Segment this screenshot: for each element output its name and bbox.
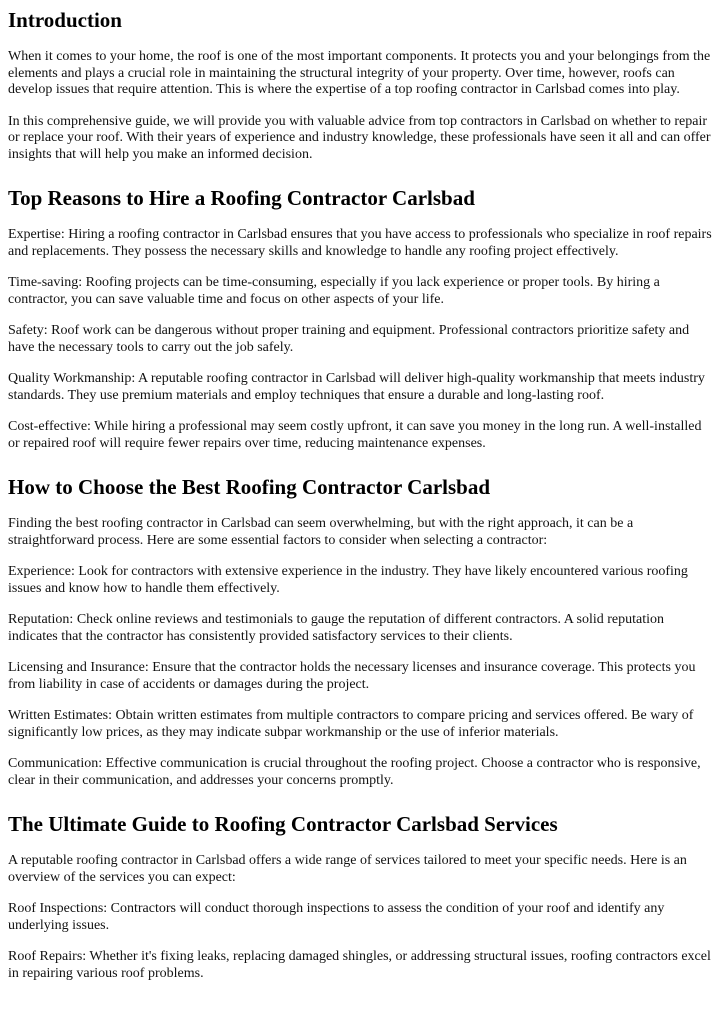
services-paragraph: A reputable roofing contractor in Carlsbad offers a wide range of services tailored to meet your specific needs. Here is an overview of the services you can expect: [8,853,687,885]
choose-paragraph: Reputation: Check online reviews and testimonials to gauge the reputation of different contractors. A solid reputation indicates that the contractor has consistently provided satisfactory services to their clients. [8,612,665,644]
section-heading-how-to-choose: How to Choose the Best Roofing Contractor Carlsbad [8,475,491,499]
choose-paragraph: Finding the best roofing contractor in Carlsbad can seem overwhelming, but with the right approach, it can be a straightforward process. Here are some essential factors to consider when selecting a contractor: [8,516,634,548]
section-heading-top-reasons: Top Reasons to Hire a Roofing Contractor Carlsbad [8,186,475,210]
intro-paragraph: When it comes to your home, the roof is one of the most important components. It protects you and your belongings from the elements and plays a crucial role in maintaining the structural integrity of your property. Over time, however, roofs can develop issues that require attention. This is where the expertise of a top roofing contractor in Carlsbad comes into play. [8,49,711,97]
section-heading-introduction: Introduction [8,8,122,32]
choose-paragraph: Communication: Effective communication is crucial throughout the roofing project. Choose a contractor who is responsive, clear in their communication, and addresses your concerns promptly. [8,756,701,788]
services-paragraph: Roof Repairs: Whether it's fixing leaks, replacing damaged shingles, or addressing structural issues, roofing contractors excel in repairing various roof problems. [8,949,711,981]
choose-paragraph: Licensing and Insurance: Ensure that the contractor holds the necessary licenses and insurance coverage. This protects you from liability in case of accidents or damages during the project. [8,660,696,692]
reason-paragraph: Time-saving: Roofing projects can be time-consuming, especially if you lack experience or proper tools. By hiring a contractor, you can save valuable time and focus on other aspects of your life. [8,275,660,307]
reason-paragraph: Cost-effective: While hiring a professional may seem costly upfront, it can save you money in the long run. A well-installed or repaired roof will require fewer repairs over time, reducing maintenance expenses. [8,419,702,451]
reason-paragraph: Expertise: Hiring a roofing contractor in Carlsbad ensures that you have access to professionals who specialize in roof repairs and replacements. They possess the necessary skills and knowledge to handle any roofing project effectively. [8,227,712,259]
choose-paragraph: Experience: Look for contractors with extensive experience in the industry. They have likely encountered various roofing issues and know how to handle them effectively. [8,564,688,596]
reason-paragraph: Safety: Roof work can be dangerous without proper training and equipment. Professional contractors prioritize safety and have the necessary tools to carry out the job safely. [8,323,690,355]
section-heading-ultimate-guide: The Ultimate Guide to Roofing Contractor Carlsbad Services [8,812,558,836]
intro-paragraph: In this comprehensive guide, we will provide you with valuable advice from top contractors in Carlsbad on whether to repair or replace your roof. With their years of experience and industry knowledge, these professionals have seen it all and can offer insights that will help you make an informed decision. [8,113,711,162]
reason-paragraph: Quality Workmanship: A reputable roofing contractor in Carlsbad will deliver high-quality workmanship that meets industry standards. They use premium materials and employ techniques that ensure a durable and long-lasting roof. [8,371,705,403]
choose-paragraph: Written Estimates: Obtain written estimates from multiple contractors to compare pricing and services offered. Be wary of significantly low prices, as they may indicate subpar workmanship or the use of inferior materials. [8,708,694,740]
services-paragraph: Roof Inspections: Contractors will conduct thorough inspections to assess the condition of your roof and identify any underlying issues. [8,901,665,933]
